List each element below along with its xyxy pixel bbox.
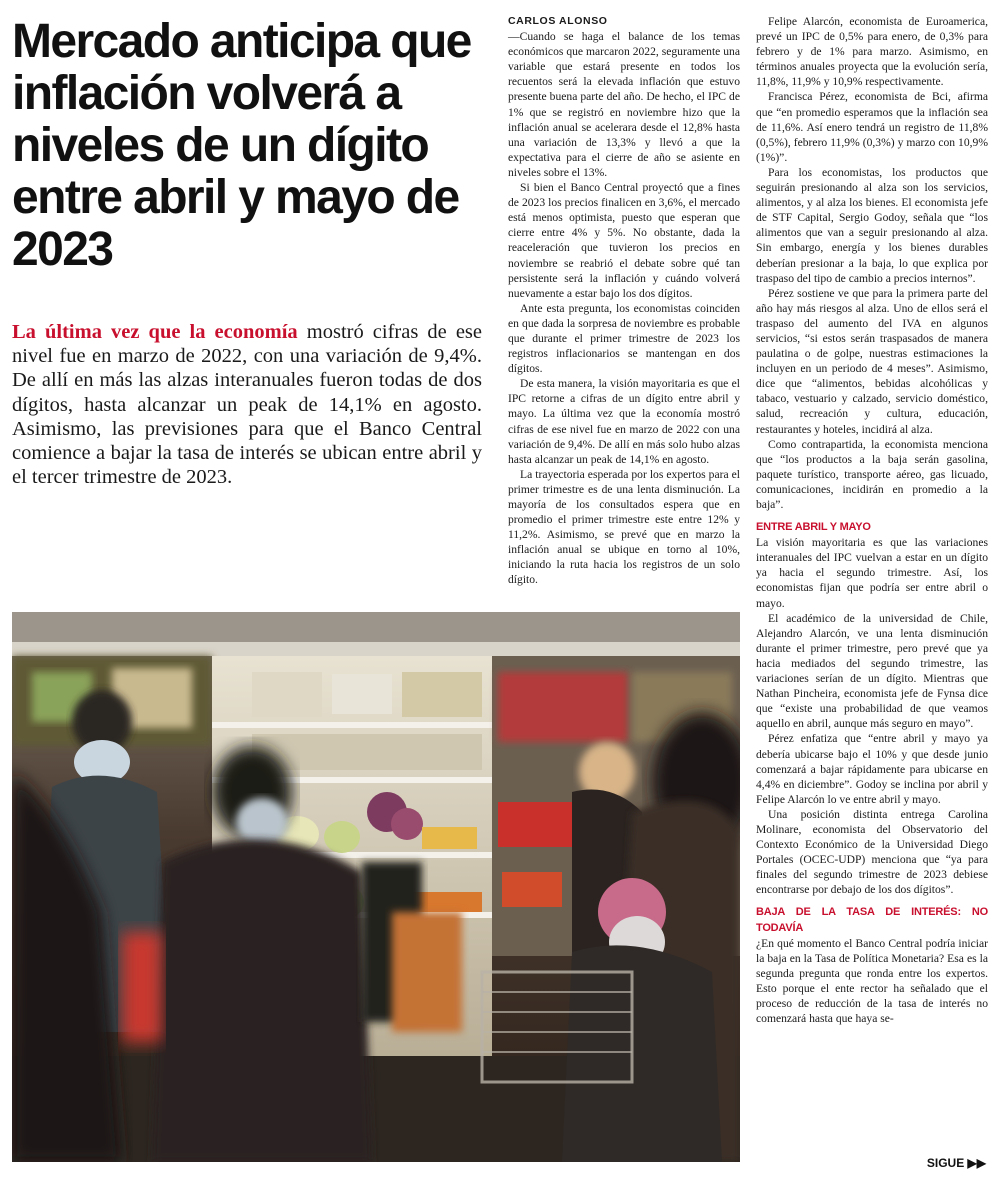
body-paragraph: Pérez enfatiza que “entre abril y mayo ya debería ubicarse bajo el 10% y que desde junio comenzará a bajar rápidamente para ubicarse en 4,4% en diciembre”. Godoy se inclina por abril y Felipe Alarcón lo ve entre abril y mayo. bbox=[756, 732, 988, 806]
lead-highlight: La última vez que la economía bbox=[12, 321, 298, 343]
body-paragraph: Si bien el Banco Central proyectó que a fines de 2023 los precios finalicen en 3,6%, el mercado está menos optimista, puesto que esperan que cierre entre 4% y 5%. No obstante, dada la reaceleración que tuvieron los precios en noviembre se reabrió el debate sobre qué tan persistente será la inflación y cuándo volverá nuevamente a estar bajo los dos dígitos. bbox=[508, 181, 740, 300]
body-paragraph: Felipe Alarcón, economista de Euroamerica, prevé un IPC de 0,5% para enero, de 0,3% para febrero y de 1% para marzo. Asimismo, en términos anuales proyecta que la evolución sería, 11,8%, 11,9% y 10,9% respectivamente. bbox=[756, 15, 988, 89]
body-paragraph: Una posición distinta entrega Carolina Molinare, economista del Observatorio del Contexto Económico de la Universidad Diego Portales (OCEC-UDP) menciona que “ya para finales del segundo trimestre de 2023 debiese encontrarse por debajo de los dos dígitos”. bbox=[756, 807, 988, 897]
supermarket-illustration bbox=[12, 612, 740, 1162]
continue-label: SIGUE ▶▶ bbox=[926, 1156, 986, 1170]
lead-text: mostró cifras de ese nivel fue en marzo de 2022, con una variación de 9,4%. De allí en más las alzas interanuales fueron todas de dos dígitos, hasta alcanzar un peak de 14,1% en agosto. Asimismo, las previsiones para que el Banco Central comience a bajar la tasa de interés se ubican entre abril y el tercer trimestre de 2023. bbox=[12, 321, 482, 489]
author-byline: CARLOS ALONSO bbox=[508, 15, 608, 27]
body-paragraph: ¿En qué momento el Banco Central podría iniciar la baja en la Tasa de Política Monetaria? Esa es la segunda pregunta que ronda entre los expertos. Esto porque el ente rector ha señalado que el proceso de reducción de la tasa de interés no comenzará hasta que haya se- bbox=[756, 936, 988, 1026]
subhead-baja-tasa: BAJA DE LA TASA DE INTERÉS: NO TODAVÍA bbox=[756, 906, 988, 934]
body-paragraph: Pérez sostiene ve que para la primera parte del año hay más riesgos al alza. Uno de ellos será el traspaso del aumento del IVA en algunos servicios, “si estos serán traspasados de manera paulatina o de golpe, nuestras estimaciones la incluyen en un periodo de 4 meses”. Asimismo, dice que “alimentos, bebidas alcohólicas y tabaco, vestuario y calzado, servicio doméstico, salud, recreación y cultura, educación, restaurantes y hoteles, incidirá al alza. bbox=[756, 286, 988, 436]
article-column-1 bbox=[508, 14, 740, 588]
subhead-entre-abril-y-mayo: ENTRE ABRIL Y MAYO bbox=[756, 521, 871, 534]
lead-paragraph bbox=[12, 320, 482, 489]
body-paragraph: De esta manera, la visión mayoritaria es que el IPC retorne a cifras de un dígito entre abril y mayo. La última vez que la economía mostró cifras de ese nivel fue en marzo de 2022 con una variación de 9,4%. De allí en más solo hubo alzas hasta alcanzar un peak de 14,1% en agosto. bbox=[508, 377, 740, 466]
body-paragraph: Ante esta pregunta, los economistas coinciden en que dada la sorpresa de noviembre es probable que durante el primer trimestre de 2023 los registros inflacionarios se mantengan en dos dígitos. bbox=[508, 301, 740, 376]
supermarket-photo bbox=[12, 612, 740, 1162]
body-paragraph: El académico de la universidad de Chile, Alejandro Alarcón, ve una lenta disminución durante el primer trimestre, pero prevé que ya hacia mediados del segundo trimestre, las variaciones serían de un dígito. Mientras que Nathan Pincheira, economista jefe de Fynsa dice que “existe una probabilidad de que veamos aquello en abril, aunque más seguro en mayo”. bbox=[756, 611, 988, 731]
body-paragraph: La visión mayoritaria es que las variaciones interanuales del IPC vuelvan a estar en un dígito ya hacia el segundo trimestre. Así, los economistas fijan que podría ser entre abril o mayo. bbox=[756, 536, 988, 610]
body-paragraph: La trayectoria esperada por los expertos para el primer trimestre es de una lenta disminución. La mayoría de los consultados espera que en promedio el primer trimestre este entre 12% y 11,2%. Asimismo, se prevé que en marzo la inflación anual se ubique en torno al 10%, iniciando la ruta hacia los registros de un solo dígito. bbox=[508, 467, 740, 587]
body-paragraph: Para los economistas, los productos que seguirán presionando al alza son los servicios, alimentos, y al alza los bienes. El economista jefe de STF Capital, Sergio Godoy, señala que “los alimentos que van a seguir presionando al alza. Sin embargo, energía y los bienes durables deberían presionar a la baja, lo que explica por traspaso del tipo de cambio a precios internos”. bbox=[756, 165, 988, 285]
body-paragraph: —Cuando se haga el balance de los temas económicos que marcaron 2022, seguramente una variable que estará presente en todos los recuentos será la elevada inflación que estuvo presente buena parte del año. De hecho, el IPC de 1% que se registró en noviembre hizo que la inflación anual se acelerara desde el 12,8% hasta una variación de 13,3% y llevó a que la expectativa para el cierre de año se asiente en niveles sobre el 13%. bbox=[508, 30, 740, 179]
body-paragraph: Francisca Pérez, economista de Bci, afirma que “en promedio esperamos que la inflación sea de 11,6%. Así enero tendrá un registro de 11,8% (0,5%), febrero 11,9% (0,3%) y marzo con 10,9% (1%)”. bbox=[756, 90, 988, 164]
article-column-2 bbox=[756, 14, 988, 1026]
headline: Mercado anticipa que inflación volverá a niveles de un dígito entre abril y mayo de 2023 bbox=[12, 15, 471, 276]
body-paragraph: Como contrapartida, la economista menciona que “los productos a la baja serán gasolina, paquete turístico, transporte aéreo, gas licuado, comunicaciones, incidirán en promedio a la baja”. bbox=[756, 437, 988, 511]
